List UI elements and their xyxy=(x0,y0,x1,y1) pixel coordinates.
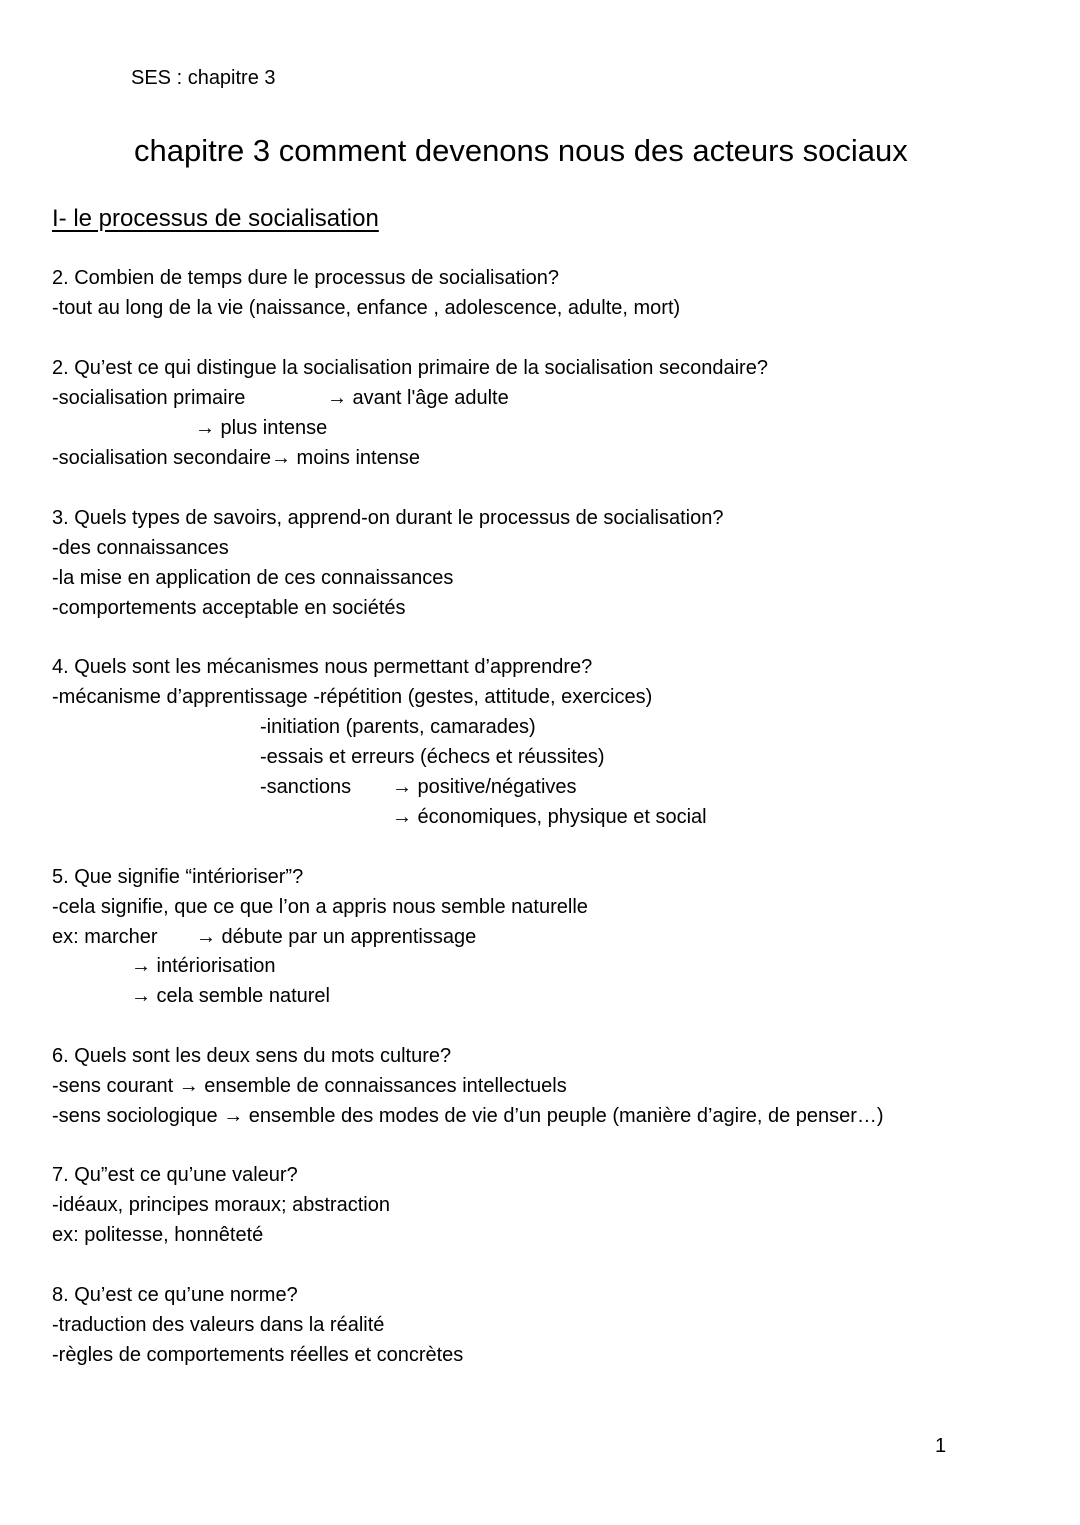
example-line: ex: marcher xyxy=(52,926,158,948)
arrow-note: → intériorisation xyxy=(131,955,276,977)
answer-line: -tout au long de la vie (naissance, enfance , adolescence, adulte, mort) xyxy=(52,297,681,319)
answer-line: -sanctions xyxy=(260,776,352,798)
question-4: 4. Quels sont les mécanismes nous permettant d’apprendre? xyxy=(52,656,593,678)
answer-line: -idéaux, principes moraux; abstraction xyxy=(52,1194,390,1216)
answer-line: -cela signifie, que ce que l’on a appris nous semble naturelle xyxy=(52,896,588,918)
answer-line: -des connaissances xyxy=(52,537,229,559)
question-5: 5. Que signifie “intérioriser”? xyxy=(52,866,304,888)
answer-line: -socialisation primaire xyxy=(52,387,246,409)
page-number: 1 xyxy=(935,1435,947,1457)
page-title: chapitre 3 comment devenons nous des acteurs sociaux xyxy=(134,133,908,168)
arrow-note: → avant l'âge adulte xyxy=(327,387,509,409)
section-heading: I- le processus de socialisation xyxy=(52,205,379,232)
answer-line: -sens courant → ensemble de connaissances intellectuels xyxy=(52,1075,567,1097)
question-3: 3. Quels types de savoirs, apprend-on durant le processus de socialisation? xyxy=(52,507,724,529)
answer-line: -mécanisme d’apprentissage -répétition (gestes, attitude, exercices) xyxy=(52,686,653,708)
answer-line: -la mise en application de ces connaissances xyxy=(52,567,454,589)
answer-line: -initiation (parents, camarades) xyxy=(260,716,536,738)
arrow-note: → débute par un apprentissage xyxy=(196,926,477,948)
page-header: SES : chapitre 3 xyxy=(131,67,276,89)
arrow-note: → économiques, physique et social xyxy=(392,806,707,828)
answer-line: -comportements acceptable en sociétés xyxy=(52,597,406,619)
arrow-note: → cela semble naturel xyxy=(131,985,330,1007)
answer-line: -socialisation secondaire→ moins intense xyxy=(52,447,420,469)
arrow-note: → positive/négatives xyxy=(392,776,577,798)
question-8: 8. Qu’est ce qu’une norme? xyxy=(52,1284,298,1306)
arrow-note: → plus intense xyxy=(195,417,328,439)
example-line: ex: politesse, honnêteté xyxy=(52,1224,264,1246)
answer-line: -règles de comportements réelles et concrètes xyxy=(52,1344,464,1366)
answer-line: -sens sociologique → ensemble des modes de vie d’un peuple (manière d’agire, de penser…) xyxy=(52,1105,884,1127)
question-6: 6. Quels sont les deux sens du mots culture? xyxy=(52,1045,452,1067)
answer-line: -essais et erreurs (échecs et réussites) xyxy=(260,746,605,768)
question-7: 7. Qu”est ce qu’une valeur? xyxy=(52,1164,298,1186)
question-1: 2. Combien de temps dure le processus de socialisation? xyxy=(52,267,559,289)
answer-line: -traduction des valeurs dans la réalité xyxy=(52,1314,385,1336)
question-2: 2. Qu’est ce qui distingue la socialisation primaire de la socialisation secondaire? xyxy=(52,357,768,379)
